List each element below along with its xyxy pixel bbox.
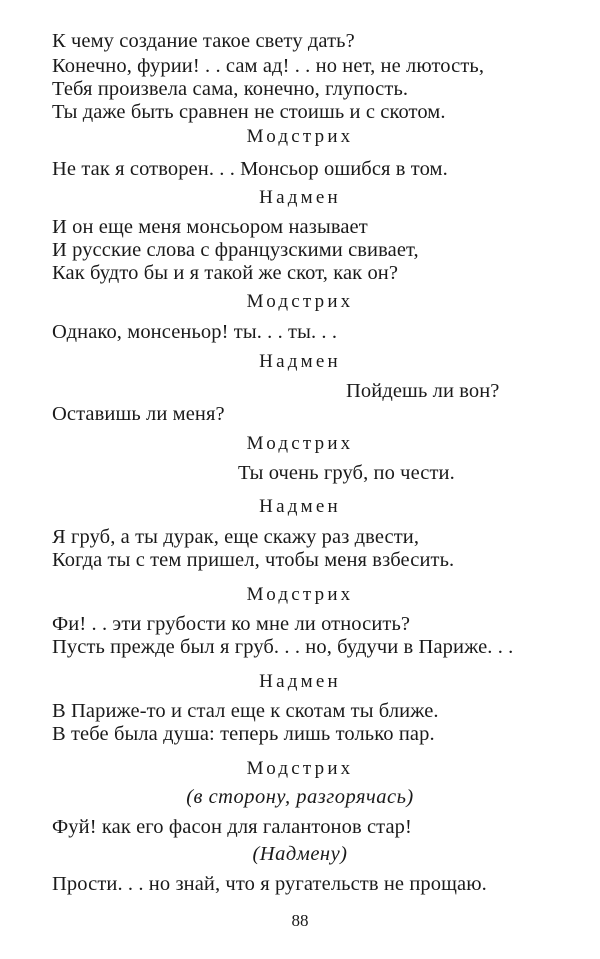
verse-line: К чему создание такое свету дать? xyxy=(52,30,355,52)
verse-line: Фуй! как его фасон для галантонов стар! xyxy=(52,816,412,838)
verse-line: Когда ты с тем пришел, чтобы меня взбесить. xyxy=(52,549,455,571)
verse-line: Оставишь ли меня? xyxy=(52,403,225,425)
speaker-name: Надмен xyxy=(259,187,341,208)
verse-line: Как будто бы и я такой же скот, как он? xyxy=(52,262,399,284)
speaker-name: Надмен xyxy=(259,351,341,372)
stage-direction: (в сторону, разгорячась) xyxy=(186,786,414,808)
verse-line: Конечно, фурии! . . сам ад! . . но нет, не лютость, xyxy=(52,55,485,77)
speaker-name: Модстрих xyxy=(246,758,354,779)
verse-line: Однако, монсеньор! ты. . . ты. . . xyxy=(52,321,338,343)
verse-line: Ты даже быть сравнен не стоишь и с скотом. xyxy=(52,101,446,123)
verse-line: В Париже-то и стал еще к скотам ты ближе. xyxy=(52,700,439,722)
verse-line: В тебе была душа: теперь лишь только пар. xyxy=(52,723,435,745)
speaker-name: Модстрих xyxy=(246,291,354,312)
verse-line: Пусть прежде был я груб. . . но, будучи в Париже. . . xyxy=(52,636,514,658)
verse-line: И он еще меня монсьором называет xyxy=(52,216,368,238)
verse-line: И русские слова с французскими свивает, xyxy=(52,239,419,261)
verse-line-indented: Пойдешь ли вон? xyxy=(346,380,500,402)
speaker-name: Модстрих xyxy=(246,126,354,147)
page-number: 88 xyxy=(291,911,309,930)
verse-line: Тебя произвела сама, конечно, глупость. xyxy=(52,78,409,100)
verse-line: Я груб, а ты дурак, еще скажу раз двести, xyxy=(52,526,420,548)
verse-line-indented: Ты очень груб, по чести. xyxy=(238,462,455,484)
stage-direction: (Надмену) xyxy=(252,843,348,865)
speaker-name: Модстрих xyxy=(246,584,354,605)
speaker-name: Надмен xyxy=(259,671,341,692)
verse-line: Не так я сотворен. . . Монсьор ошибся в том. xyxy=(52,158,448,180)
verse-line: Фи! . . эти грубости ко мне ли относить? xyxy=(52,613,411,635)
speaker-name: Надмен xyxy=(259,496,341,517)
verse-line: Прости. . . но знай, что я ругательств не прощаю. xyxy=(52,873,487,895)
speaker-name: Модстрих xyxy=(246,433,354,454)
